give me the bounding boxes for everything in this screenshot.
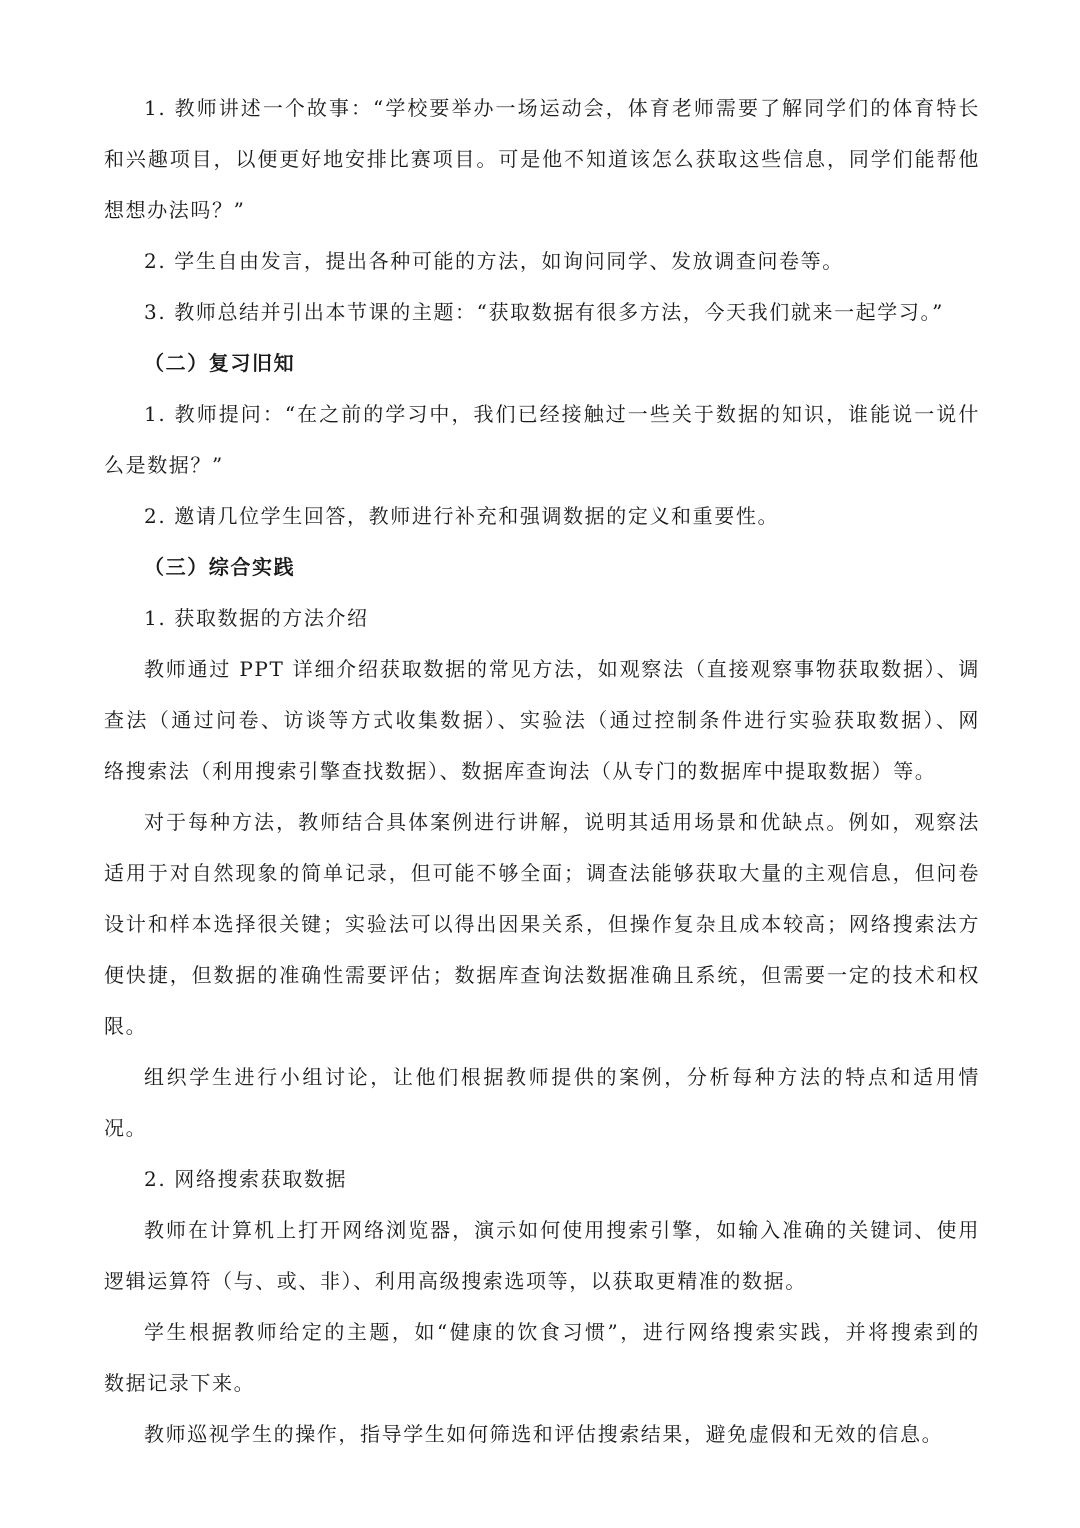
paragraph bbox=[104, 1409, 980, 1460]
paragraph bbox=[104, 287, 980, 338]
paragraph bbox=[104, 236, 980, 287]
paragraph bbox=[104, 389, 980, 491]
text-line: 对于每种方法，教师结合具体案例进行讲解，说明其适用场景和优缺点。例如，观察法 bbox=[144, 810, 980, 834]
text-line: 1. 教师提问：“在之前的学习中，我们已经接触过一些关于数据的知识，谁能说一说什 bbox=[144, 402, 980, 426]
text-line: 2. 学生自由发言，提出各种可能的方法，如询问同学、发放调查问卷等。 bbox=[144, 249, 844, 273]
paragraph bbox=[104, 1307, 980, 1409]
text-line: 么是数据？” bbox=[104, 453, 224, 477]
paragraph bbox=[104, 1154, 980, 1205]
paragraph bbox=[104, 1205, 980, 1307]
section-heading-text: （三）综合实践 bbox=[144, 555, 296, 579]
text-line: 教师通过 PPT 详细介绍获取数据的常见方法，如观察法（直接观察事物获取数据）、调 bbox=[144, 657, 980, 681]
text-line: 3. 教师总结并引出本节课的主题：“获取数据有很多方法，今天我们就来一起学习。” bbox=[144, 300, 944, 324]
text-line: 和兴趣项目，以便更好地安排比赛项目。可是他不知道该怎么获取这些信息，同学们能帮他 bbox=[104, 147, 980, 171]
text-line: 逻辑运算符（与、或、非）、利用高级搜索选项等，以获取更精准的数据。 bbox=[104, 1269, 807, 1293]
text-line: 设计和样本选择很关键；实验法可以得出因果关系，但操作复杂且成本较高；网络搜索法方 bbox=[104, 912, 980, 936]
text-line: 络搜索法（利用搜索引擎查找数据）、数据库查询法（从专门的数据库中提取数据）等。 bbox=[104, 759, 937, 783]
text-line: 1. 获取数据的方法介绍 bbox=[144, 606, 369, 630]
text-line: 数据记录下来。 bbox=[104, 1371, 256, 1395]
paragraph bbox=[104, 1052, 980, 1154]
section-heading-text: （二）复习旧知 bbox=[144, 351, 296, 375]
text-line: 1. 教师讲述一个故事：“学校要举办一场运动会，体育老师需要了解同学们的体育特长 bbox=[144, 96, 980, 120]
paragraph bbox=[104, 83, 980, 236]
text-line: 想想办法吗？” bbox=[104, 198, 246, 222]
paragraph bbox=[104, 491, 980, 542]
section-heading bbox=[104, 542, 980, 593]
text-line: 查法（通过问卷、访谈等方式收集数据）、实验法（通过控制条件进行实验获取数据）、网 bbox=[104, 708, 980, 732]
text-line: 学生根据教师给定的主题，如“健康的饮食习惯”，进行网络搜索实践，并将搜索到的 bbox=[144, 1320, 980, 1344]
paragraph bbox=[104, 797, 980, 1052]
text-line: 2. 邀请几位学生回答，教师进行补充和强调数据的定义和重要性。 bbox=[144, 504, 780, 528]
text-line: 组织学生进行小组讨论，让他们根据教师提供的案例，分析每种方法的特点和适用情 bbox=[144, 1065, 980, 1089]
paragraph bbox=[104, 593, 980, 644]
text-line: 2. 网络搜索获取数据 bbox=[144, 1167, 348, 1191]
text-line: 便快捷，但数据的准确性需要评估；数据库查询法数据准确且系统，但需要一定的技术和权 bbox=[104, 963, 980, 987]
section-heading bbox=[104, 338, 980, 389]
document-page bbox=[104, 83, 980, 1460]
text-line: 况。 bbox=[104, 1116, 148, 1140]
text-line: 教师在计算机上打开网络浏览器，演示如何使用搜索引擎，如输入准确的关键词、使用 bbox=[144, 1218, 980, 1242]
text-line: 教师巡视学生的操作，指导学生如何筛选和评估搜索结果，避免虚假和无效的信息。 bbox=[144, 1422, 944, 1446]
paragraph bbox=[104, 644, 980, 797]
text-line: 适用于对自然现象的简单记录，但可能不够全面；调查法能够获取大量的主观信息，但问卷 bbox=[104, 861, 980, 885]
text-line: 限。 bbox=[104, 1014, 148, 1038]
